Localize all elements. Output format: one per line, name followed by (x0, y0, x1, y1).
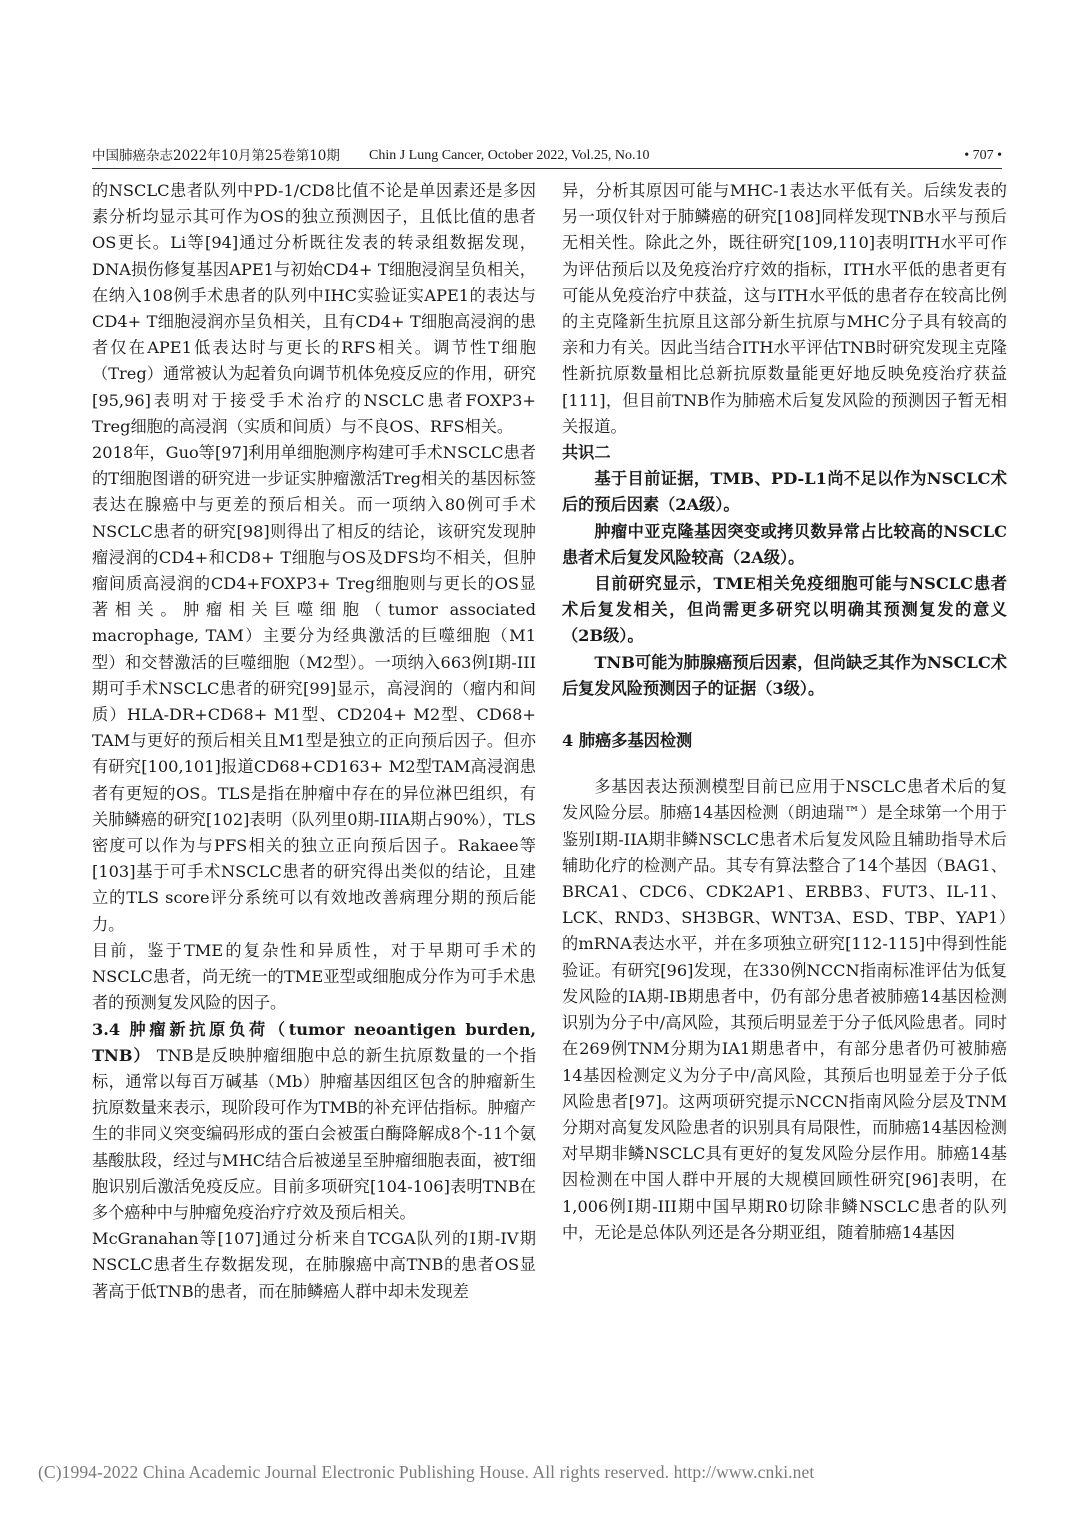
page-number: • 707 • (964, 148, 1002, 163)
paragraph: McGranahan等[107]通过分析来自TCGA队列的I期-IV期NSCLC患者生存数据发现，在肺腺癌中高TNB的患者OS显著高于低TNB的患者，而在肺鳞癌人群中却未发现差 (92, 1229, 536, 1301)
paragraph: 多基因表达预测模型目前已应用于NSCLC患者术后的复发风险分层。肺癌14基因检测（朗迪瑞™）是全球第一个用于鉴别I期-IIA期非鳞NSCLC患者术后复发风险且辅助指导术后辅助化疗的检测产品。其专有算法整合了14个基因（BAG1、BRCA1、CDC6、CDK2AP1、ERBB3、FUT3、IL-11、LCK、RND3、SH3BGR、WNT3A、ESD、TBP、YAP1）的mRNA表达水平，并在多项独立研究[112-115]中得到性能验证。有研究[96]发现，在330例NCCN指南标准评估为低复发风险的IA期-IB期患者中，仍有部分患者被肺癌14基因检测识别为分子中/高风险，其预后明显差于分子低风险患者。同时在269例TNM分期为IA1期患者中，有部分患者仍可被肺癌14基因检测定义为分子中/高风险，其预后也明显差于分子低风险患者[97]。这两项研究提示NCCN指南风险分层及TNM分期对高复发风险患者的识别具有局限性，而肺癌14基因检测对早期非鳞NSCLC具有更好的复发风险分层作用。肺癌14基因检测在中国人群中开展的大规模回顾性研究[96]表明，在1,006例I期-III期中国早期R0切除非鳞NSCLC患者的队列中，无论是总体队列还是各分期亚组，随着肺癌14基因 (562, 777, 1007, 1242)
section-heading: 4 肺癌多基因检测 (562, 731, 693, 751)
paragraph (92, 1017, 536, 1227)
consensus-item: 目前研究显示，TME相关免疫细胞可能与NSCLC患者术后复发相关，但尚需更多研究以明确其预测复发的意义（2B级）。 (562, 574, 1007, 646)
journal-title-en: Chin J Lung Cancer, October 2022, Vol.25, No.10 (369, 148, 650, 163)
paragraph-text: TNB是反映肿瘤细胞中总的新生抗原数量的一个指标，通常以每百万碱基（Mb）肿瘤基因组区包含的肿瘤新生抗原数量来表示，现阶段可作为TMB的补充评估指标。肿瘤产生的非同义突变编码形成的蛋白会被蛋白酶降解成8个-11个氨基酸肽段，经过与MHC结合后被递呈至肿瘤细胞表面，被T细胞识别后激活免疫反应。目前多项研究[104-106]表明TNB在多个癌种中与肿瘤免疫治疗疗效及预后相关。 (92, 1045, 537, 1222)
consensus-item: 基于目前证据，TMB、PD-L1尚不足以作为NSCLC术后的预后因素（2A级）。 (562, 469, 1007, 515)
paragraph: 异，分析其原因可能与MHC-1表达水平低有关。后续发表的另一项仅针对于肺鳞癌的研究[108]同样发现TNB水平与预后无相关性。除此之外，既往研究[109,110]表明ITH水平可作为评估预后以及免疫治疗疗效的指标，ITH水平低的患者更有可能从免疫治疗中获益，这与ITH水平低的患者存在较高比例的主克隆新生抗原且这部分新生抗原与MHC分子具有较高的亲和力有关。因此当结合ITH水平评估TNB时研究发现主克隆性新抗原数量相比总新抗原数量能更好地反映免疫治疗获益[111]，但目前TNB作为肺癌术后复发风险的预测因子暂无相关报道。 (562, 181, 1007, 436)
paragraph: 的NSCLC患者队列中PD-1/CD8比值不论是单因素还是多因素分析均显示其可作为OS的独立预测因子，且低比值的患者OS更长。Li等[94]通过分析既往发表的转录组数据发现，DNA损伤修复基因APE1与初始CD4+ T细胞浸润呈负相关，在纳入108例手术患者的队列中IHC实验证实APE1的表达与CD4+ T细胞浸润亦呈负相关，且有CD4+ T细胞高浸润的患者仅在APE1低表达时与更长的RFS相关。调节性T细胞（Treg）通常被认为起着负向调节机体免疫反应的作用，研究[95,96]表明对于接受手术治疗的NSCLC患者FOXP3+ Treg细胞的高浸润（实质和间质）与不良OS、RFS相关。 (92, 181, 536, 436)
consensus-item: 肿瘤中亚克隆基因突变或拷贝数异常占比较高的NSCLC患者术后复发风险较高（2A级）。 (562, 521, 1007, 567)
consensus-heading: 共识二 (562, 443, 611, 463)
paragraph: 目前，鉴于TME的复杂性和异质性，对于早期可手术的NSCLC患者，尚无统一的TME亚型或细胞成分作为可手术患者的预测复发风险的因子。 (92, 940, 536, 1013)
spacer (562, 702, 1007, 728)
consensus-item: TNB可能为肺腺癌预后因素，但尚缺乏其作为NSCLC术后复发风险预测因子的证据（3级）。 (562, 652, 1007, 698)
left-column (92, 178, 536, 1305)
journal-title-cn: 中国肺癌杂志2022年10月第25卷第10期 (92, 148, 340, 164)
copyright-footer: (C)1994-2022 China Academic Journal Electronic Publishing House. All rights reserved. http://www.cnki.net (38, 1462, 815, 1482)
paragraph: 2018年，Guo等[97]利用单细胞测序构建可手术NSCLC患者的T细胞图谱的研究进一步证实肿瘤激活Treg相关的基因标签表达在腺癌中与更差的预后相关。而一项纳入80例可手术NSCLC患者的研究[98]则得出了相反的结论，该研究发现肿瘤浸润的CD4+和CD8+ T细胞与OS及DFS均不相关，但肿瘤间质高浸润的CD4+FOXP3+ Treg细胞则与更长的OS显著相关。肿瘤相关巨噬细胞（tumor associated macrophage, TAM）主要分为经典激活的巨噬细胞（M1型）和交替激活的巨噬细胞（M2型）。一项纳入663例I期-III期可手术NSCLC患者的研究[99]显示，高浸润的（瘤内和间质）HLA-DR+CD68+ M1型、CD204+ M2型、CD68+ TAM与更好的预后相关且M1型是独立的正向预后因子。但亦有研究[100,101]报道CD68+CD163+ M2型TAM高浸润患者有更短的OS。TLS是指在肿瘤中存在的异位淋巴组织，有关肺鳞癌的研究[102]表明（队列里0期-IIIA期占90%），TLS密度可以作为与PFS相关的独立正向预后因子。Rakaee等[103]基于可手术NSCLC患者的研究得出类似的结论，且建立的TLS score评分系统可以有效地改善病理分期的预后能力。 (92, 443, 536, 934)
section-heading: 3.4 肿瘤新抗原负荷（tumor neoantigen burden, TNB） (92, 1019, 536, 1065)
spacer (562, 754, 1007, 774)
running-header (92, 146, 1002, 169)
right-column (562, 178, 1007, 1246)
